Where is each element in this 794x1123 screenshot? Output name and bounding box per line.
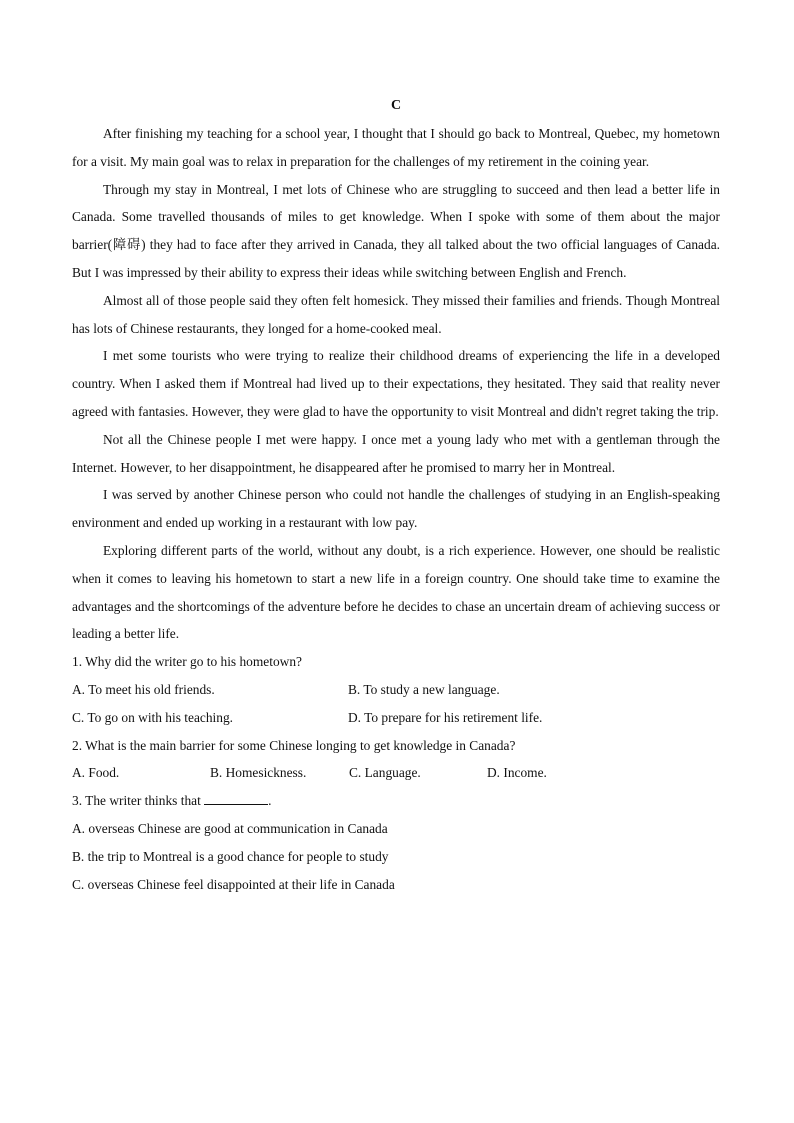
question-1-stem: 1. Why did the writer go to his hometown? (72, 654, 302, 670)
question-1-option-d: D. To prepare for his retirement life. (348, 709, 543, 725)
question-1-option-a: A. To meet his old friends. (72, 681, 215, 697)
passage-paragraph-3: Almost all of those people said they often felt homesick. They missed their families and friends. Though Montreal has lots of Chinese restaurants, they longed for a home-cooked meal. (72, 292, 720, 336)
document-page (72, 96, 720, 898)
question-2-stem: 2. What is the main barrier for some Chinese longing to get knowledge in Canada? (72, 737, 516, 753)
question-2-option-b: B. Homesickness. (210, 765, 307, 781)
passage-paragraph-5: Not all the Chinese people I met were happy. I once met a young lady who met with a gentleman through the Internet. However, to her disappointment, he disappeared after he promised to marry her in Montreal. (72, 431, 720, 475)
question-3-stem-end: . (268, 793, 272, 809)
question-2-option-d: D. Income. (487, 765, 547, 781)
passage-paragraph-2: Through my stay in Montreal, I met lots of Chinese who are struggling to succeed and then lead a better life in Canada. Some travelled thousands of miles to get knowledge. When I spoke with some of them about the major barrier(障碍) they had to face after they arrived in Canada, they all talked about the two official languages of Canada. But I was impressed by their ability to express their ideas while switching between English and French. (72, 181, 720, 280)
passage-paragraph-1: After finishing my teaching for a school year, I thought that I should go back to Montreal, Quebec, my hometown for a visit. My main goal was to relax in preparation for the challenges of my retirement in the coining year. (72, 126, 720, 169)
question-2-option-c: C. Language. (349, 765, 421, 781)
question-3-option-c: C. overseas Chinese feel disappointed at their life in Canada (72, 876, 395, 892)
question-3-option-b: B. the trip to Montreal is a good chance for people to study (72, 848, 389, 864)
section-title: C (390, 98, 402, 113)
passage-paragraph-7: Exploring different parts of the world, without any doubt, is a rich experience. However, one should be realistic when it comes to leaving his hometown to start a new life in a foreign country. One should take time to examine the advantages and the shortcomings of the adventure before he decides to chase an uncertain dream of achieving success or leading a better life. (72, 542, 720, 642)
question-1-option-b: B. To study a new language. (348, 681, 500, 697)
answer-blank (204, 792, 268, 805)
passage-paragraph-6: I was served by another Chinese person who could not handle the challenges of studying in an English-speaking environment and ended up working in a restaurant with low pay. (72, 487, 720, 531)
question-2-option-a: A. Food. (72, 765, 120, 781)
question-3-option-a: A. overseas Chinese are good at communication in Canada (72, 820, 388, 836)
question-1-option-c: C. To go on with his teaching. (72, 709, 233, 725)
question-3-stem (72, 787, 720, 815)
question-1-options-row-1 (72, 676, 720, 704)
question-3-stem-text: 3. The writer thinks that (72, 793, 201, 809)
question-1-options-row-2 (72, 704, 720, 732)
question-2-options-row (72, 759, 720, 787)
passage-paragraph-4: I met some tourists who were trying to realize their childhood dreams of experiencing the life in a developed country. When I asked them if Montreal had lived up to their expectations, they hesitated. They said that reality never agreed with fantasies. However, they were glad to have the opportunity to visit Montreal and didn't regret taking the trip. (72, 348, 720, 419)
